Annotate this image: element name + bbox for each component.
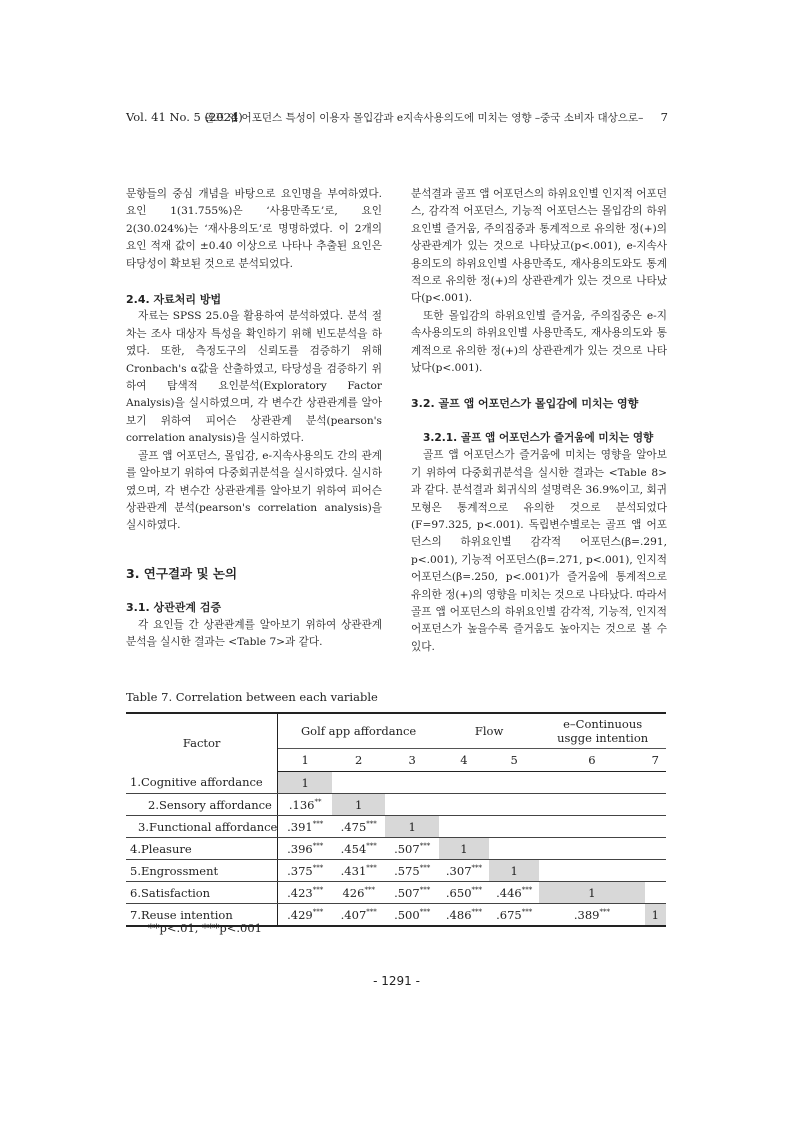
row-label: 3.Functional affordance [126,816,278,838]
table-cell [385,882,438,904]
table-cell [385,904,438,927]
cell-value: .407 [340,907,367,922]
cell-value: 1 [651,907,659,922]
table-cell [539,904,644,927]
table-cell [489,838,539,860]
cell-value: 1 [355,797,363,812]
table-cell [439,882,489,904]
significance-mark: *** [312,841,324,850]
correlation-table [126,712,666,927]
column-number: 1 [278,749,332,772]
cell-value: .486 [445,907,472,922]
paragraph: 골프 앱 어포던스가 즐거움에 미치는 영향을 알아보기 위하여 다중회귀분석을 실시한 결과는 <Table 8>과 같다. 분석결과 회귀식의 설명력은 36.9%이고, 회귀모형은 통계적으로 유의한 것으로 분석되었다(F=97.325, p<.001). 독립변수별로는 골프 앱 어포던스의 하위요인별 감각적 어포던스(β=.291, p<.001), 기능적 어포던스(β=.271, p<.001), 인지적 어포던스(β=.250, p<.001)가 즐거움에 통계적으로 유의한 정(+)의 영향을 미치는 것으로 나타났다. 따라서 골프 앱 어포던스의 하위요인별 감각적, 기능적, 인지적 어포던스가 높을수록 즐거움도 높아지는 것으로 볼 수 있다. [411,449,667,653]
table-cell [489,794,539,816]
table-cell [539,882,644,904]
cell-value: .389 [573,907,600,922]
cell-value: 1 [301,775,309,790]
column-number: 6 [539,749,644,772]
table-cell [332,882,385,904]
significance-mark: *** [366,863,377,872]
running-title: 골프 앱 어포던스 특성이 이용자 몰입감과 e지속사용의도에 미치는 영향 –중국 소비자 대상으로– [204,112,644,124]
table-row [126,772,666,794]
table-cell [645,904,666,927]
paragraph: 분석결과 골프 앱 어포던스의 하위요인별 인지적 어포던스, 감각적 어포던스, 기능적 어포던스는 몰입감의 하위요인별 즐거움, 주의집중과 통계적으로 유의한 정(+)의 상관관계가 있는 것으로 나타났고(p<.001), e-지속사용의도의 하위요인별 사용만족도, 재사용의도와도 통계적으로 유의한 정(+)의 상관관계가 있는 것으로 나타났다(p<.001). [411,188,667,305]
table-cell [439,904,489,927]
cell-value: .507 [394,885,420,900]
significance-mark: *** [312,863,324,872]
table-cell [489,816,539,838]
cell-value: .675 [496,907,522,922]
table-cell [489,772,539,794]
table-cell [385,772,438,794]
significance-mark: *** [471,907,483,916]
row-label: 6.Satisfaction [126,882,278,904]
table-cell [645,882,666,904]
column-number: 7 [645,749,666,772]
table-cell [332,838,385,860]
table-cell [539,838,644,860]
table-cell [439,860,489,882]
row-label: 7.Reuse intention [126,904,278,927]
section-heading: 2.4. 자료처리 방법 [126,293,222,307]
table-caption: Table 7. Correlation between each variable [126,690,378,704]
table-cell [539,860,644,882]
table-cell [385,838,438,860]
table-cell [332,816,385,838]
row-label: 5.Engrossment [126,860,278,882]
cell-value: .446 [496,885,522,900]
significance-mark: *** [419,863,431,872]
row-label: 1.Cognitive affordance [126,772,278,794]
table-cell [385,860,438,882]
cell-value: .375 [287,863,313,878]
cell-value: .454 [340,841,367,856]
running-header [204,110,668,125]
cell-value: .391 [287,819,313,834]
cell-value: .650 [445,885,472,900]
group-continuous-usage [539,713,666,749]
significance-mark: *** [312,885,324,894]
table-row [126,794,666,816]
significance-mark: *** [312,907,324,916]
table-cell [439,794,489,816]
right-column [411,186,667,656]
row-label: 2.Sensory affordance [126,794,278,816]
cell-value: .475 [340,819,367,834]
cell-value: .396 [287,841,313,856]
column-number: 5 [489,749,539,772]
table-cell [439,816,489,838]
significance-mark: *** [366,819,377,828]
table-row [126,816,666,838]
significance-mark: *** [366,907,377,916]
cell-value: .136 [288,797,315,812]
table-cell [332,772,385,794]
significance-mark: *** [419,841,431,850]
table-cell [332,860,385,882]
significance-mark: *** [419,885,431,894]
factor-header: Factor [126,713,278,772]
cell-value: 1 [460,841,468,856]
column-number: 4 [439,749,489,772]
table-cell [645,860,666,882]
significance-mark: *** [419,907,431,916]
cell-value: .507 [394,841,420,856]
table-cell [278,794,332,816]
table-cell [385,794,438,816]
table-cell [645,772,666,794]
chapter-heading: 3. 연구결과 및 논의 [126,565,238,581]
table-cell [278,772,332,794]
cell-value: .500 [394,907,420,922]
table-cell [539,794,644,816]
section-heading: 3.2. 골프 앱 어포던스가 몰입감에 미치는 영향 [411,397,639,411]
column-number: 2 [332,749,385,772]
table-row [126,882,666,904]
page-footer: - 1291 - [373,974,420,988]
subsection-heading: 3.2.1. 골프 앱 어포던스가 즐거움에 미치는 영향 [423,431,654,444]
significance-mark: ** [314,797,322,806]
cell-value: .431 [340,863,367,878]
significance-mark: *** [312,819,324,828]
group-flow: Flow [439,713,539,749]
table-cell [385,816,438,838]
table-row [126,838,666,860]
table-cell [439,838,489,860]
significance-mark: *** [521,885,533,894]
table-cell [332,904,385,927]
paragraph: 골프 앱 어포던스, 몰입감, e-지속사용의도 간의 관계를 알아보기 위하여 다중회귀분석을 실시하였다. 실시하였으며, 각 변수간 상관관계를 알아보기 위하여 피어슨 상관관계 분석(pearson's correlation analysis)을 실시하였다. [126,449,382,532]
paragraph: 또한 몰입감의 하위요인별 즐거움, 주의집중은 e-지속사용의도의 하위요인별 사용만족도, 재사용의도와 통계적으로 유의한 정(+)의 상관관계가 있는 것으로 나타났다(p<.001). [411,309,667,375]
cell-value: .575 [394,863,420,878]
table-cell [278,860,332,882]
group-golf-app-affordance: Golf app affordance [278,713,439,749]
cell-value: .423 [287,885,313,900]
significance-mark: *** [364,885,375,894]
left-column [126,186,382,651]
table-cell [645,816,666,838]
table-cell [278,882,332,904]
page-number: 7 [660,110,668,124]
cell-value: 1 [510,863,518,878]
row-label: 4.Pleasure [126,838,278,860]
significance-mark: *** [366,841,377,850]
journal-volume: Vol. 41 No. 5 (2024) [126,110,243,124]
table-cell [278,904,332,927]
table-cell [645,838,666,860]
cell-value: .429 [287,907,313,922]
group-continuous-line2: usgge intention [557,731,649,745]
paragraph: 각 요인들 간 상관관계를 알아보기 위하여 상관관계 분석을 실시한 결과는 <Table 7>과 같다. [126,618,382,648]
significance-mark: *** [599,907,610,916]
section-heading: 3.1. 상관관계 검증 [126,601,222,615]
table-cell [539,816,644,838]
table-cell [489,882,539,904]
paragraph: 자료는 SPSS 25.0을 활용하여 분석하였다. 분석 절차는 조사 대상자 특성을 확인하기 위해 빈도분석을 하였다. 또한, 측정도구의 신뢰도를 검증하기 위해 Cronbach's α값을 산출하였고, 타당성을 검증하기 위하여 탐색적 요인분석(Exploratory Factor Analysis)을 실시하였으며, 각 변수간 상관관계를 알아보기 위하여 피어슨 상관관계 분석(pearson's correlation analysis)을 실시하였다. [126,310,382,445]
column-number: 3 [385,749,438,772]
table-cell [278,838,332,860]
table-cell [332,794,385,816]
table-cell [278,816,332,838]
table-cell [489,904,539,927]
significance-mark: *** [471,885,483,894]
cell-value: 426 [342,885,365,900]
cell-value: .307 [445,863,472,878]
table-row [126,860,666,882]
paragraph: 문항들의 중심 개념을 바탕으로 요인명을 부여하였다. 요인 1(31.755%)은 ‘사용만족도’로, 요인 2(30.024%)는 ‘재사용의도’로 명명하였다. 이 2개의 요인 적재 값이 ±0.40 이상으로 나타나 추출된 요인은 타당성이 확보된 것으로 분석되었다. [126,188,382,270]
group-continuous-line1: e–Continuous [563,717,643,731]
table-body [126,772,666,927]
significance-mark: *** [521,907,533,916]
cell-value: 1 [588,885,596,900]
table-cell [645,794,666,816]
table-cell [439,772,489,794]
cell-value: 1 [408,819,416,834]
significance-note: **p<.01, ***p<.001 [148,921,262,935]
significance-mark: *** [471,863,483,872]
table-cell [539,772,644,794]
table-cell [489,860,539,882]
